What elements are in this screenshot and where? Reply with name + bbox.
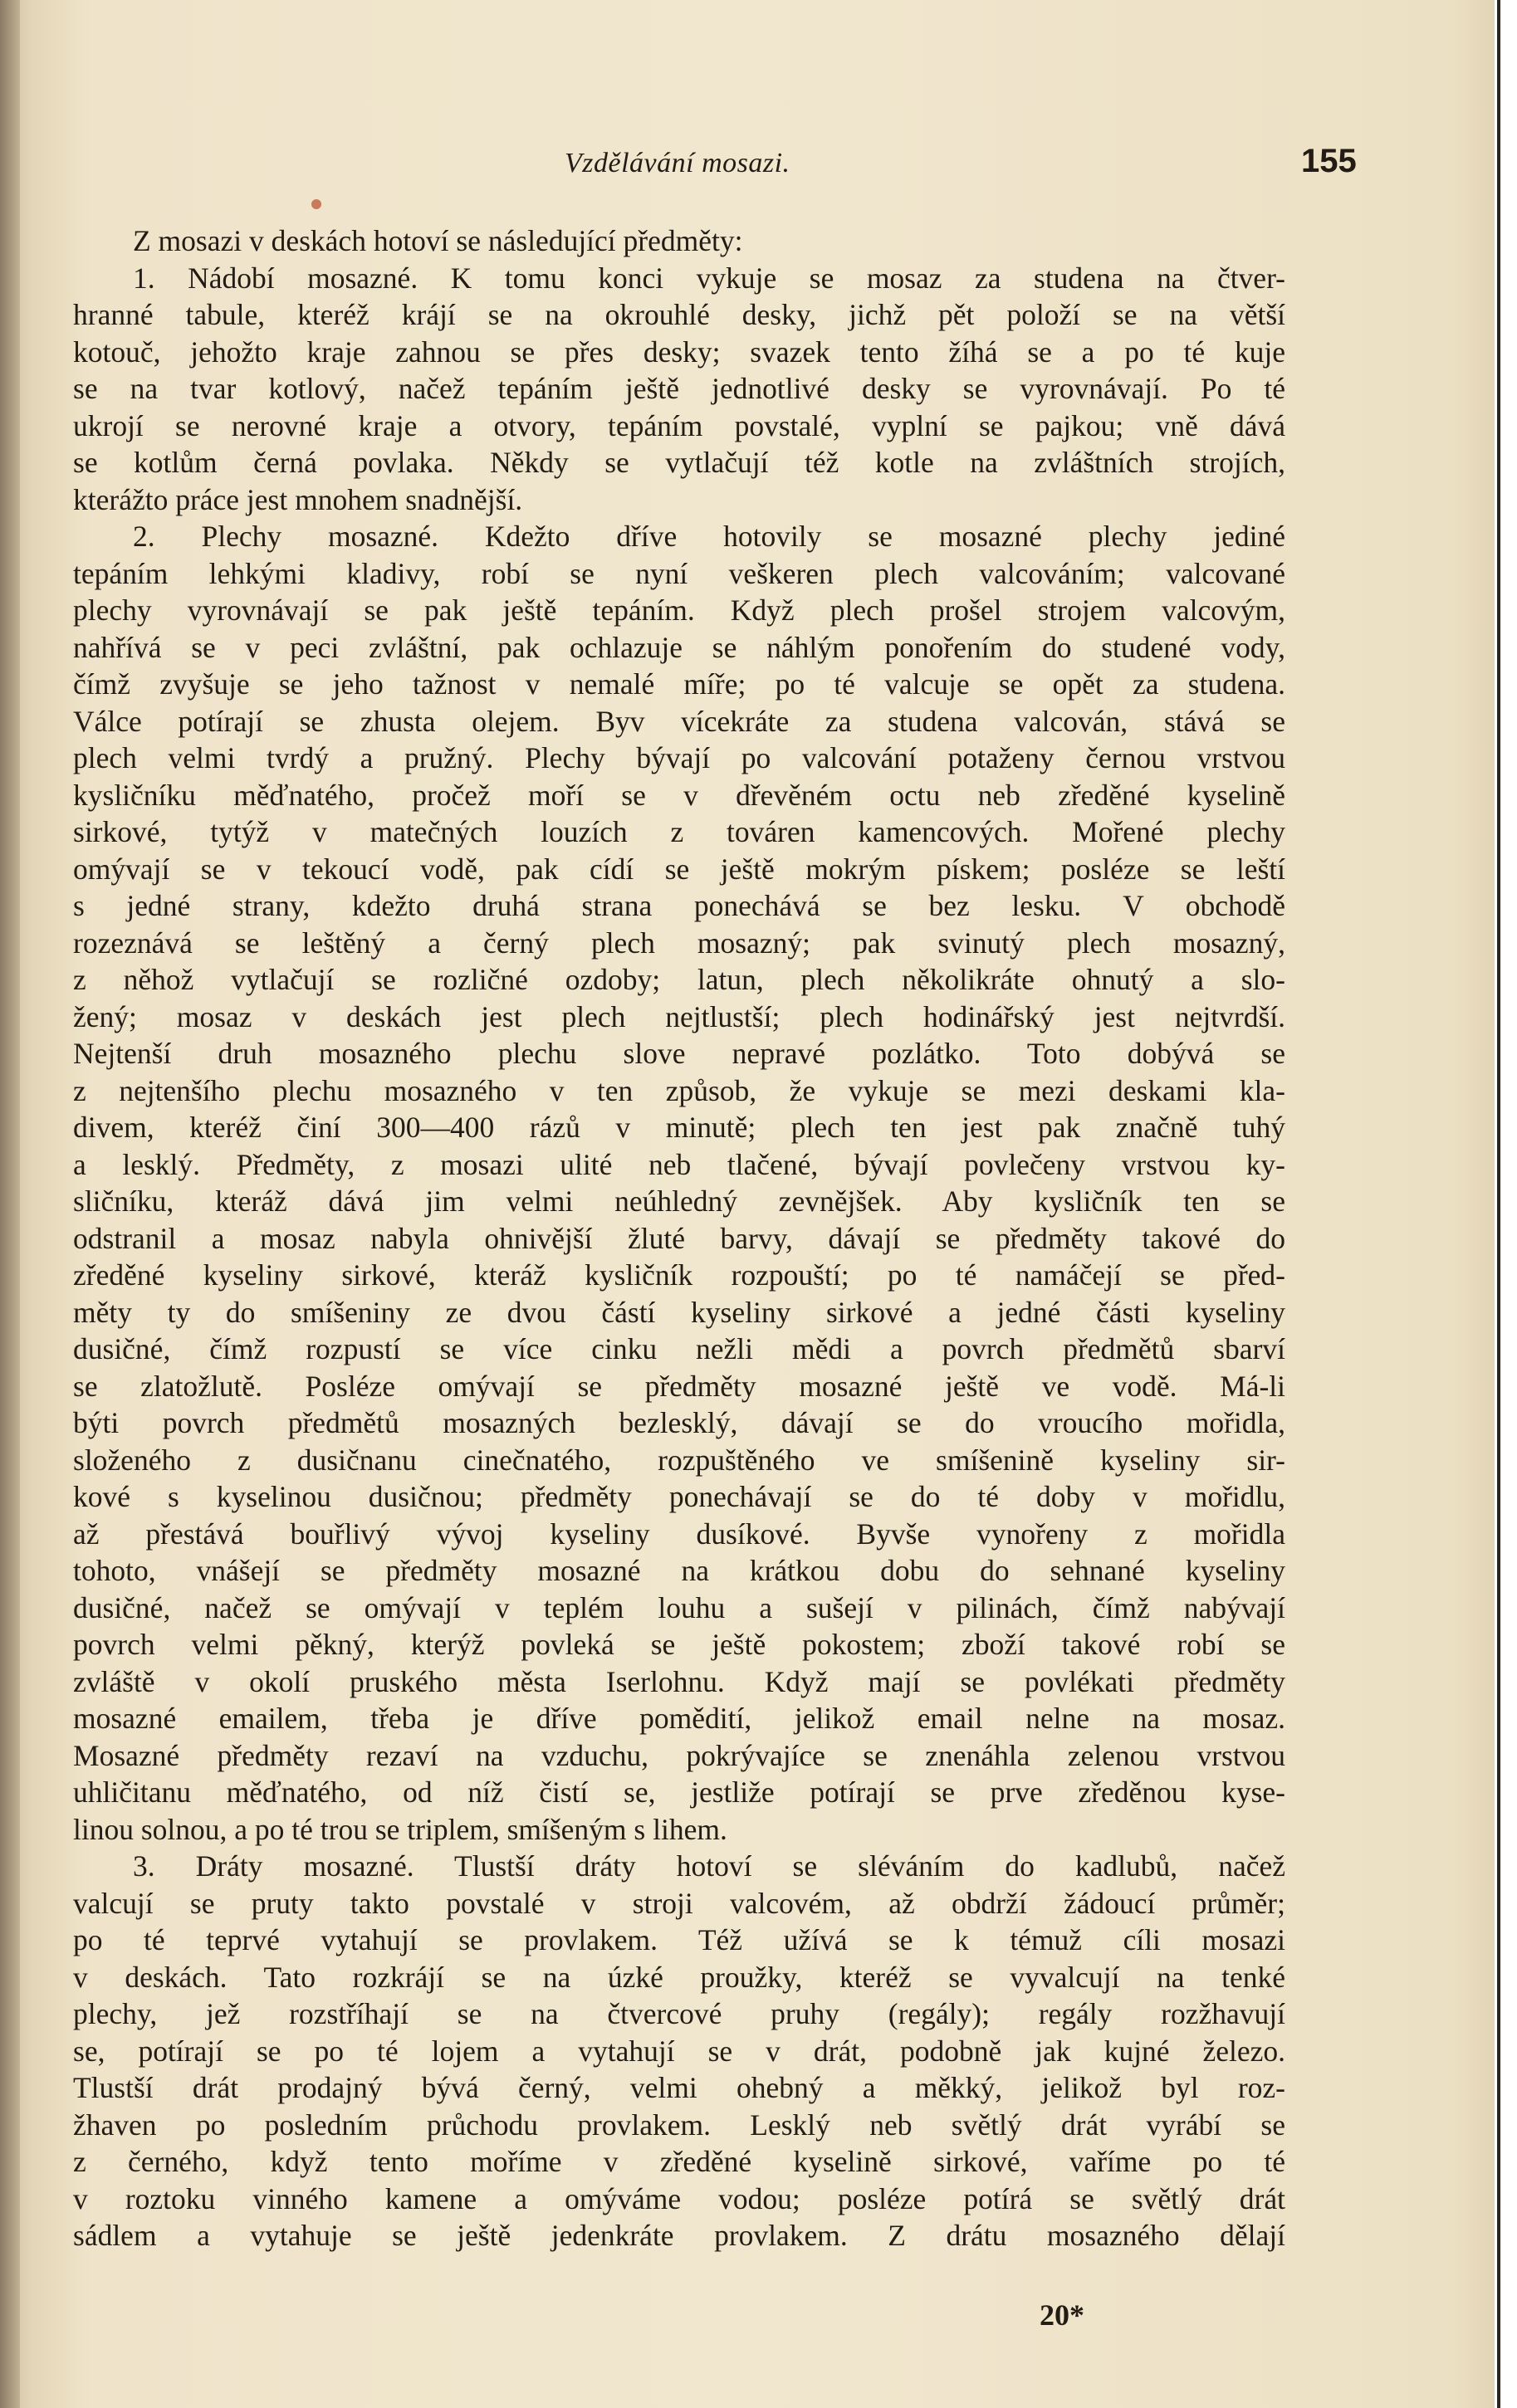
text-line: kterážto práce jest mnohem snadnější.: [73, 482, 523, 516]
text-line: zvláště v okolí pruského města Iserlohnu. Když mají se povlékati předměty: [73, 1664, 1285, 1698]
text-line: po té teprvé vytahují se provlakem. Též užívá se k témuž cíli mosazi: [73, 1923, 1285, 1956]
page-number: 155: [1301, 143, 1357, 179]
text-line: Válce potírají se zhusta olejem. Byv vícekráte za studena valcován, stává se: [73, 704, 1285, 738]
text-line: dusičné, čímž rozpustí se více cinku nežli mědi a povrch předmětů sbarví: [73, 1332, 1285, 1365]
text-line: Z mosazi v deskách hotoví se následující předměty:: [133, 224, 743, 257]
text-line: plechy vyrovnávají se pak ještě tepáním. Když plech prošel strojem valcovým,: [73, 593, 1285, 627]
text-line: z nejtenšího plechu mosazného v ten způsob, že vykuje se mezi deskami kla-: [73, 1073, 1285, 1107]
text-line: Tlustší drát prodajný bývá černý, velmi ohebný a měkký, jelikož byl roz-: [73, 2071, 1285, 2104]
text-line: se na tvar kotlový, načež tepáním ještě jednotlivé desky se vyrovnávají. Po té: [73, 372, 1285, 405]
text-line: valcují se pruty takto povstalé v stroji valcovém, až obdrží žádoucí průměr;: [73, 1886, 1285, 1920]
text-line: sádlem a vytahuje se ještě jedenkráte provlakem. Z drátu mosazného dělají: [73, 2219, 1285, 2252]
text-line: povrch velmi pěkný, kterýž povleká se ještě pokostem; zboží takové robí se: [73, 1628, 1285, 1661]
text-line: uhličitanu měďnatého, od níž čistí se, jestliže potírají se prve zředěnou kyse-: [73, 1775, 1285, 1809]
text-line: 3. Dráty mosazné. Tlustší dráty hotoví se sléváním do kadlubů, načež: [133, 1849, 1285, 1883]
text-line: žený; mosaz v deskách jest plech nejtlustší; plech hodinářský jest nejtvrdší.: [73, 999, 1285, 1033]
text-line: tohoto, vnášejí se předměty mosazné na krátkou dobu do sehnané kyseliny: [73, 1554, 1285, 1587]
text-line: a lesklý. Předměty, z mosazi ulité neb tlačené, bývají povlečeny vrstvou ky-: [73, 1147, 1285, 1181]
text-line: divem, kteréž činí 300—400 rázů v minutě; plech ten jest pak značně tuhý: [73, 1111, 1285, 1144]
text-line: zředěné kyseliny sirkové, kteráž kysličník rozpouští; po té namáčejí se před-: [73, 1258, 1285, 1292]
running-title: Vzdělávání mosazi.: [565, 148, 790, 178]
text-line: čímž zvyšuje se jeho tažnost v nemalé míře; po té valcuje se opět za studena.: [73, 667, 1285, 701]
text-line: mosazné emailem, třeba je dříve pomědití, jelikož email nelne na mosaz.: [73, 1702, 1285, 1735]
text-line: rozeznává se leštěný a černý plech mosazný; pak svinutý plech mosazný,: [73, 926, 1285, 960]
ink-spot-icon: [311, 199, 321, 209]
text-line: kotouč, jehožto kraje zahnou se přes desky; svazek tento žíhá se a po té kuje: [73, 335, 1285, 369]
text-line: Nejtenší druh mosazného plechu slove nepravé pozlátko. Toto dobývá se: [73, 1037, 1285, 1070]
text-line: z něhož vytlačují se rozličné ozdoby; latun, plech několikráte ohnutý a slo-: [73, 963, 1285, 996]
page-edge-rule: [1497, 0, 1500, 2408]
text-line: plech velmi tvrdý a pružný. Plechy bývají po valcování potaženy černou vrstvou: [73, 741, 1285, 774]
page-header: [73, 143, 1357, 198]
text-line: Mosazné předměty rezaví na vzduchu, pokrývajíce se znenáhla zelenou vrstvou: [73, 1738, 1285, 1772]
text-line: býti povrch předmětů mosazných bezlesklý, dávají se do vroucího mořidla,: [73, 1406, 1285, 1439]
body-text: [73, 222, 1285, 2254]
text-line: ukrojí se nerovné kraje a otvory, tepáním povstalé, vyplní se pajkou; vně dává: [73, 408, 1285, 442]
text-line: kysličníku měďnatého, pročež moří se v dřevěném octu neb zředěné kyselině: [73, 778, 1285, 812]
signature-mark: 20*: [1040, 2298, 1084, 2332]
text-line: se zlatožlutě. Posléze omývají se předměty mosazné ještě ve vodě. Má-li: [73, 1369, 1285, 1403]
text-line: hranné tabule, kteréž krájí se na okrouhlé desky, jichž pět položí se na větší: [73, 298, 1285, 331]
text-line: se, potírají se po té lojem a vytahují se v drát, podobně jak kujné železo.: [73, 2034, 1285, 2068]
text-line: v roztoku vinného kamene a omýváme vodou; posléze potírá se světlý drát: [73, 2181, 1285, 2215]
text-line: plechy, jež rozstříhají se na čtvercové pruhy (regály); regály rozžhavují: [73, 1997, 1285, 2030]
text-line: omývají se v tekoucí vodě, pak cídí se ještě mokrým pískem; posléze se leští: [73, 852, 1285, 886]
text-line: složeného z dusičnanu cinečnatého, rozpuštěného ve smíšenině kyseliny sir-: [73, 1443, 1285, 1477]
text-line: kové s kyselinou dusičnou; předměty ponechávají se do té doby v mořidlu,: [73, 1480, 1285, 1513]
text-line: 2. Plechy mosazné. Kdežto dříve hotovily se mosazné plechy jediné: [133, 520, 1285, 553]
text-line: v deskách. Tato rozkrájí se na úzké proužky, kteréž se vyvalcují na tenké: [73, 1960, 1285, 1994]
text-line: s jedné strany, kdežto druhá strana ponechává se bez lesku. V obchodě: [73, 889, 1285, 922]
text-line: se kotlům černá povlaka. Někdy se vytlačují též kotle na zvláštních strojích,: [73, 446, 1285, 479]
text-line: sirkové, tytýž v matečných louzích z továren kamencových. Mořené plechy: [73, 815, 1285, 848]
text-line: 1. Nádobí mosazné. K tomu konci vykuje se mosaz za studena na čtver-: [133, 261, 1285, 295]
text-line: žhaven po posledním průchodu provlakem. Lesklý neb světlý drát vyrábí se: [73, 2108, 1285, 2142]
book-gutter: [0, 0, 20, 2408]
text-line: nahřívá se v peci zvláštní, pak ochlazuje se náhlým ponořením do studené vody,: [73, 630, 1285, 664]
text-line: měty ty do smíšeniny ze dvou částí kyseliny sirkové a jedné části kyseliny: [73, 1295, 1285, 1329]
text-line: sličníku, kteráž dává jim velmi neúhledný zevnějšek. Aby kysličník ten se: [73, 1184, 1285, 1218]
text-line: z černého, když tento moříme v zředěné kyselině sirkové, vaříme po té: [73, 2145, 1285, 2178]
text-line: dusičné, načež se omývají v teplém louhu a sušejí v pilinách, čímž nabývají: [73, 1590, 1285, 1624]
text-line: linou solnou, a po té trou se triplem, smíšeným s lihem.: [73, 1812, 727, 1846]
text-line: tepáním lehkými kladivy, robí se nyní veškeren plech valcováním; valcované: [73, 556, 1285, 590]
text-line: odstranil a mosaz nabyla ohnivější žluté barvy, dávají se předměty takové do: [73, 1221, 1285, 1255]
text-line: až přestává bouřlivý vývoj kyseliny dusíkové. Byvše vynořeny z mořidla: [73, 1517, 1285, 1551]
